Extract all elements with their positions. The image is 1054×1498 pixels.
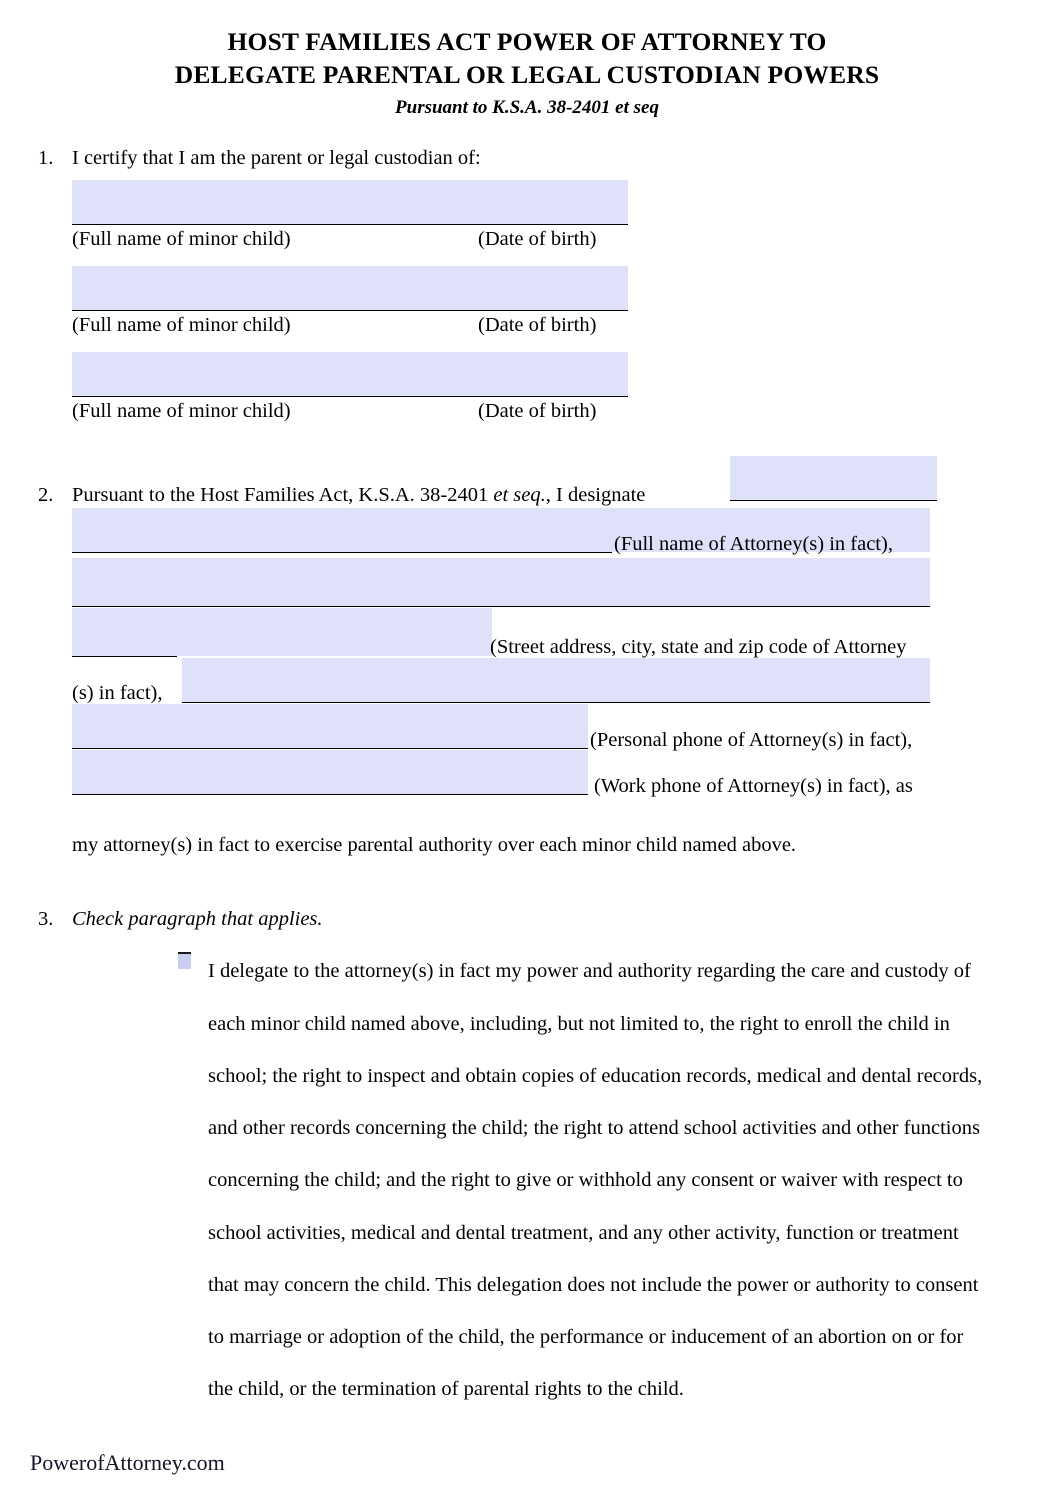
lead-text-italic: et seq. <box>493 483 546 506</box>
item-1-number: 1. <box>38 147 54 170</box>
caption-attorney-street-line1: (Street address, city, state and zip code of Attorney <box>490 635 907 658</box>
document-header <box>0 0 1054 119</box>
attorney-street-overflow-input[interactable] <box>182 658 930 702</box>
attorney-work-phone-rule <box>72 794 588 795</box>
item-2-lead-text <box>72 482 645 510</box>
attorney-street-rule <box>72 606 930 607</box>
attorney-street-cont-input[interactable] <box>72 608 492 656</box>
attorney-street-input[interactable] <box>72 558 930 606</box>
item-1-text: I certify that I am the parent or legal custodian of: <box>72 147 481 170</box>
caption-full-name: (Full name of minor child) <box>72 227 291 250</box>
minor-child-3-captions <box>72 398 1030 432</box>
caption-full-name: (Full name of minor child) <box>72 399 291 422</box>
caption-full-name: (Full name of minor child) <box>72 313 291 336</box>
item-3-number: 3. <box>38 907 54 930</box>
caption-personal-phone: (Personal phone of Attorney(s) in fact), <box>590 728 913 751</box>
caption-attorney-full-name: (Full name of Attorney(s) in fact), <box>614 532 893 555</box>
minor-child-1-input[interactable] <box>72 180 628 225</box>
caption-date-of-birth: (Date of birth) <box>478 313 597 336</box>
minor-child-field-row <box>72 352 1030 398</box>
item-2-body <box>72 448 1034 820</box>
minor-child-1-captions <box>72 226 1030 260</box>
page-title <box>97 26 957 91</box>
item-1-body <box>72 145 1030 432</box>
attorney-full-name-rule <box>72 552 612 553</box>
title-line-2: DELEGATE PARENTAL OR LEGAL CUSTODIAN POWERS <box>174 59 880 89</box>
delegation-paragraph-block <box>208 945 990 1415</box>
minor-child-field-row <box>72 180 1030 226</box>
lead-text-part-a: Pursuant to the Host Families Act, K.S.A. 38-2401 <box>72 483 494 506</box>
section-item-3 <box>0 906 1054 1416</box>
minor-child-2-input[interactable] <box>72 266 628 311</box>
designate-name-rule <box>730 500 937 501</box>
attorney-street-overflow-rule <box>182 702 930 703</box>
title-line-1: HOST FAMILIES ACT POWER OF ATTORNEY TO <box>227 27 827 56</box>
item-2-closing-text: my attorney(s) in fact to exercise parental authority over each minor child named above. <box>72 833 797 856</box>
delegation-checkbox[interactable] <box>178 952 191 969</box>
attorney-personal-phone-rule <box>72 748 588 749</box>
attorney-work-phone-input[interactable] <box>72 750 588 794</box>
attorney-personal-phone-input[interactable] <box>72 704 588 748</box>
caption-attorney-street-line2: (s) in fact), <box>72 681 163 704</box>
document-subtitle: Pursuant to K.S.A. 38-2401 et seq <box>395 97 659 119</box>
section-item-1 <box>0 145 1054 432</box>
designate-name-input[interactable] <box>730 456 937 500</box>
caption-date-of-birth: (Date of birth) <box>478 227 597 250</box>
caption-date-of-birth: (Date of birth) <box>478 399 597 422</box>
item-2-number: 2. <box>38 483 54 506</box>
minor-child-field-row <box>72 266 1030 312</box>
minor-child-3-input[interactable] <box>72 352 628 397</box>
caption-work-phone: (Work phone of Attorney(s) in fact), as <box>594 774 913 797</box>
item-3-heading: Check paragraph that applies. <box>72 907 323 930</box>
lead-text-part-b: , I designate <box>545 483 646 506</box>
attorney-street-cont-rule <box>72 656 177 657</box>
section-item-2 <box>0 448 1054 860</box>
minor-child-2-captions <box>72 312 1030 346</box>
delegation-paragraph-text: I delegate to the attorney(s) in fact my power and authority regarding the care and custody of each minor child named above, including, but not limited to, the right to enroll the child in school; the right to inspect and obtain copies of education records, medical and dental records, and other records concerning the child; the right to attend school activities and other functions concerning the child; and the right to give or withhold any consent or waiver with respect to school activities, medical and dental treatment, and any other activity, function or treatment that may concern the child. This delegation does not include the power or authority to consent to marriage or adoption of the child, the performance or inducement of an abortion on or for the child, or the termination of parental rights to the child. <box>208 960 983 1401</box>
item-3-body <box>72 906 1030 1416</box>
footer-watermark: PowerofAttorney.com <box>30 1450 225 1475</box>
